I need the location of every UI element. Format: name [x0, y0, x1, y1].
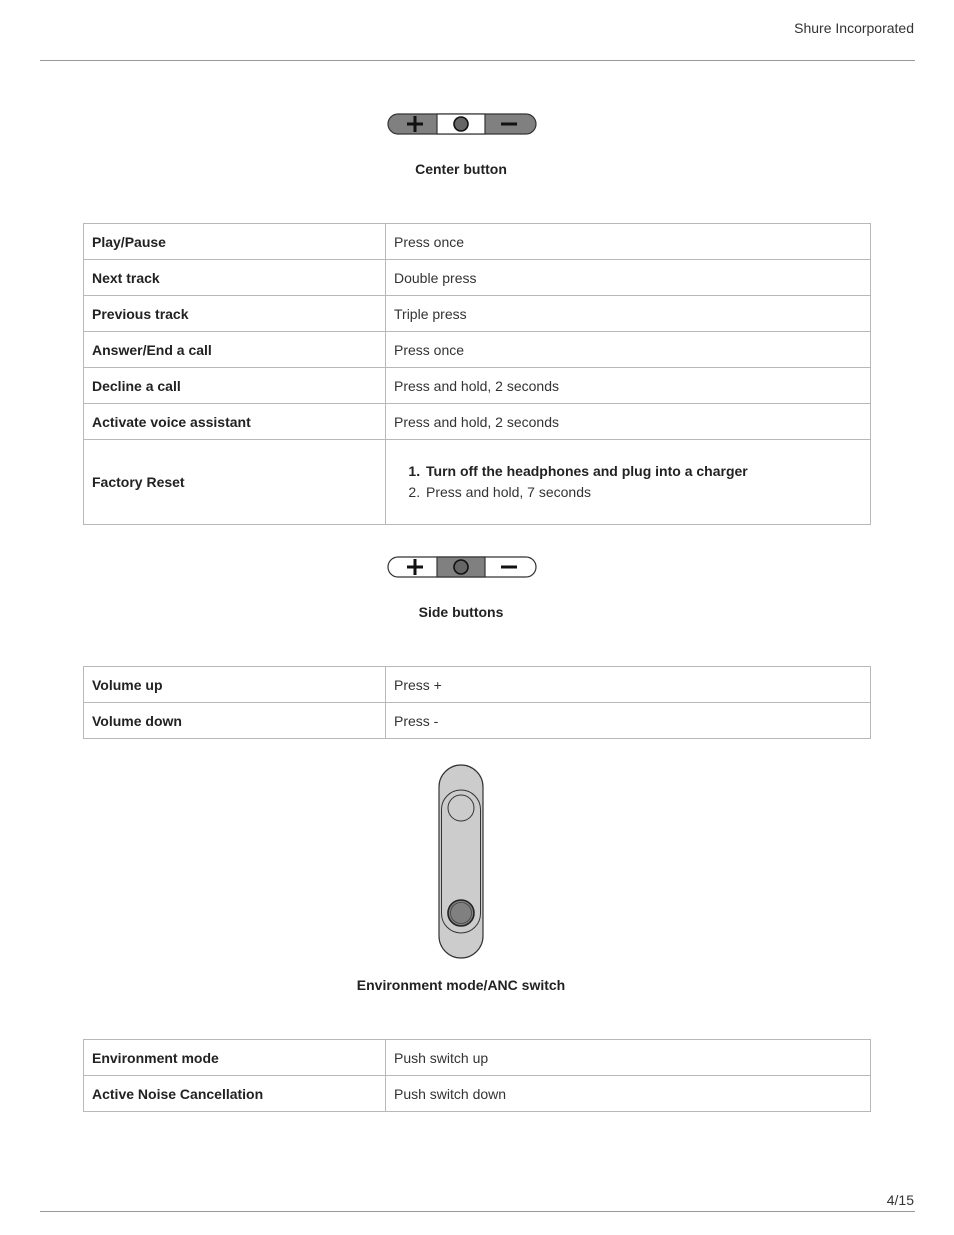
footer-rule: [40, 1211, 915, 1212]
table-row: [84, 1040, 871, 1076]
header-rule: [40, 60, 915, 61]
table-row: [84, 404, 871, 440]
center-button-caption: Center button: [415, 161, 507, 177]
table-row: [84, 332, 871, 368]
gesture-cell: Press once: [386, 332, 871, 368]
gesture-cell: Press +: [386, 667, 871, 703]
center-button-table: [83, 223, 871, 525]
company-name: Shure Incorporated: [794, 20, 914, 36]
action-cell: Activate voice assistant: [84, 404, 386, 440]
gesture-cell: Press -: [386, 703, 871, 739]
step-item: 1. Turn off the headphones and plug into a charger: [424, 461, 862, 482]
gesture-cell: Push switch down: [386, 1076, 871, 1112]
table-row: [84, 224, 871, 260]
button-bar-center-highlight-illustration: [387, 113, 537, 135]
action-cell: Decline a call: [84, 368, 386, 404]
action-cell: Next track: [84, 260, 386, 296]
switch-caption: Environment mode/ANC switch: [356, 977, 566, 993]
page-number: 4/15: [886, 1192, 914, 1208]
step-item: 2. Press and hold, 7 seconds: [424, 482, 862, 503]
action-cell: Previous track: [84, 296, 386, 332]
action-cell: Active Noise Cancellation: [84, 1076, 386, 1112]
action-cell: Volume down: [84, 703, 386, 739]
table-row: [84, 368, 871, 404]
action-cell: Factory Reset: [84, 440, 386, 525]
button-bar-side-highlight-illustration: [387, 556, 537, 578]
action-cell: Volume up: [84, 667, 386, 703]
table-row: [84, 440, 871, 525]
gesture-cell: Press and hold, 2 seconds: [386, 368, 871, 404]
table-row: [84, 667, 871, 703]
action-cell: Play/Pause: [84, 224, 386, 260]
gesture-cell: Triple press: [386, 296, 871, 332]
table-row: [84, 260, 871, 296]
side-buttons-caption: Side buttons: [418, 604, 504, 620]
table-row: [84, 703, 871, 739]
gesture-cell: [386, 440, 871, 525]
gesture-cell: Push switch up: [386, 1040, 871, 1076]
gesture-cell: Press once: [386, 224, 871, 260]
anc-switch-illustration: [438, 764, 486, 960]
gesture-cell: Double press: [386, 260, 871, 296]
table-row: [84, 1076, 871, 1112]
side-buttons-table: [83, 666, 871, 739]
factory-reset-steps: [394, 461, 862, 503]
action-cell: Environment mode: [84, 1040, 386, 1076]
gesture-cell: Press and hold, 2 seconds: [386, 404, 871, 440]
switch-table: [83, 1039, 871, 1112]
action-cell: Answer/End a call: [84, 332, 386, 368]
table-row: [84, 296, 871, 332]
